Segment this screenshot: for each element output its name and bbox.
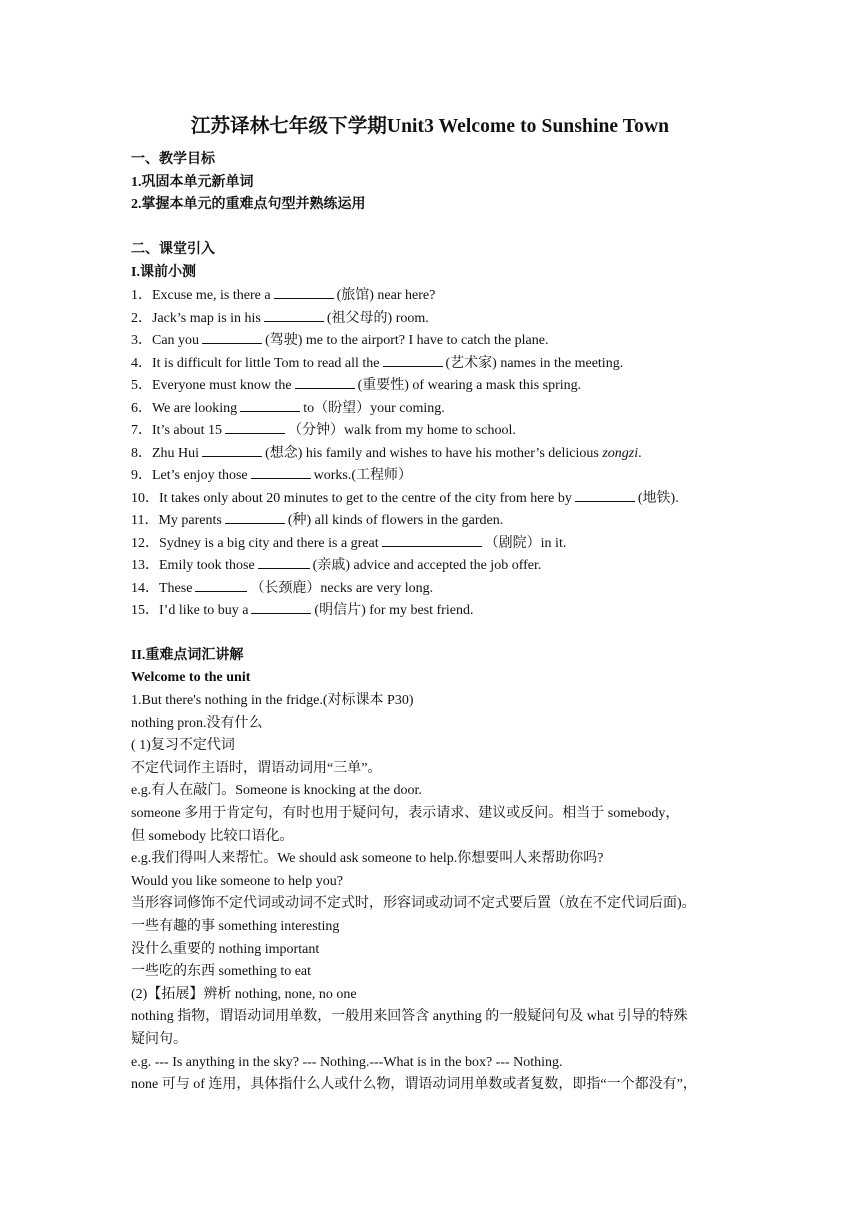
quiz-item-text: 5．Everyone must know the xyxy=(131,378,292,393)
page-title: 江苏译林七年级下学期Unit3 Welcome to Sunshine Town xyxy=(190,116,670,137)
answer-blank[interactable] xyxy=(225,510,285,524)
answer-blank[interactable] xyxy=(295,375,355,389)
subsection-quiz: I.课前小测 xyxy=(131,265,196,280)
answer-blank[interactable] xyxy=(202,443,262,457)
body-line: none 可与 of 连用，具体指什么人或什么物，谓语动词用单数或者复数，即指“一个都没有”， xyxy=(131,1077,697,1093)
quiz-item-text: 3．Can you xyxy=(131,333,200,348)
subsection-welcome: Welcome to the unit xyxy=(131,670,251,685)
quiz-item-emphasis: zongzi xyxy=(598,445,639,461)
quiz-item-hint: (种) all kinds of flowers in the garden. xyxy=(287,513,504,528)
quiz-item xyxy=(131,398,740,420)
body-line: e.g.有人在敲门。Someone is knocking at the door. xyxy=(131,783,422,799)
quiz-item-hint: (祖父母的) room. xyxy=(326,310,429,326)
quiz-item-hint: (驾驶) me to the airport? I have to catch the plane. xyxy=(265,333,549,348)
quiz-item-tail: . xyxy=(638,445,642,461)
body-line: someone 多用于肯定句，有时也用于疑问句，表示请求、建议或反问。相当于 somebody， xyxy=(131,806,680,821)
body-line: 没什么重要的 nothing important xyxy=(131,941,320,957)
section-heading-intro: 二、课堂引入 xyxy=(131,242,215,257)
quiz-item xyxy=(131,308,740,330)
quiz-item xyxy=(131,330,740,352)
body-line: Would you like someone to help you? xyxy=(131,873,343,889)
quiz-item-text: 13．Emily took those xyxy=(131,558,255,573)
answer-blank[interactable] xyxy=(383,353,443,367)
quiz-item-hint: （分钟）walk from my home to school. xyxy=(288,423,516,438)
quiz-item-text: 4．It is difficult for little Tom to read all the xyxy=(131,355,380,371)
quiz-item-hint: (想念) his family and wishes to have his mother’s delicious xyxy=(265,445,599,461)
quiz-item-hint: to（盼望）your coming. xyxy=(303,400,445,416)
quiz-item-hint: (艺术家) names in the meeting. xyxy=(445,355,624,371)
body-line: e.g.我们得叫人来帮忙。We should ask someone to help.你想要叫人来帮助你吗? xyxy=(131,851,604,867)
quiz-item-text: 9．Let’s enjoy those xyxy=(131,468,248,483)
body-line: 1.But there's nothing in the fridge.(对标课本 P30) xyxy=(131,693,414,708)
quiz-item xyxy=(131,510,740,532)
answer-blank[interactable] xyxy=(202,330,262,344)
body-line: nothing pron.没有什么 xyxy=(131,715,263,731)
section-heading-goals: 一、教学目标 xyxy=(131,152,215,167)
quiz-item-hint: works.(工程师） xyxy=(313,468,413,483)
quiz-item-text: 14．These xyxy=(131,580,193,596)
quiz-item-hint: (地铁). xyxy=(637,490,679,506)
subsection-vocab: II.重难点词汇讲解 xyxy=(131,648,244,663)
quiz-item-hint: (重要性) of wearing a mask this spring. xyxy=(357,378,582,393)
body-line: (2)【拓展】辨析 nothing, none, no one xyxy=(131,986,357,1002)
quiz-item-hint: (旅馆) near here? xyxy=(336,288,436,303)
quiz-item-text: 1．Excuse me, is there a xyxy=(131,288,271,303)
answer-blank[interactable] xyxy=(382,533,482,547)
quiz-item-text: 8．Zhu Hui xyxy=(131,445,200,461)
quiz-item xyxy=(131,488,740,510)
quiz-item xyxy=(131,443,740,465)
answer-blank[interactable] xyxy=(251,600,311,614)
answer-blank[interactable] xyxy=(240,398,300,412)
quiz-item-hint: (明信片) for my best friend. xyxy=(314,603,474,618)
body-line: nothing 指物，谓语动词用单数，一般用来回答含 anything 的一般疑问句及 what 引导的特殊 xyxy=(131,1009,688,1025)
answer-blank[interactable] xyxy=(195,578,247,592)
goal-item-2: 2.掌握本单元的重难点句型并熟练运用 xyxy=(131,197,366,212)
body-line: 一些吃的东西 something to eat xyxy=(131,964,312,980)
quiz-item xyxy=(131,285,740,307)
answer-blank[interactable] xyxy=(251,465,311,479)
quiz-item-text: 7．It’s about 15 xyxy=(131,423,222,438)
body-line: 疑问句。 xyxy=(131,1032,187,1047)
quiz-item xyxy=(131,600,740,622)
quiz-item xyxy=(131,465,740,487)
quiz-item-hint: (亲戚) advice and accepted the job offer. xyxy=(312,558,542,573)
quiz-item-text: 10．It takes only about 20 minutes to get to the centre of the city from here by xyxy=(131,490,572,506)
quiz-item-hint: （剧院）in it. xyxy=(484,535,567,551)
answer-blank[interactable] xyxy=(575,488,635,502)
body-line: 当形容词修饰不定代词或动词不定式时，形容词或动词不定式要后置（放在不定代词后面)。 xyxy=(131,896,696,912)
body-line: ( 1)复习不定代词 xyxy=(131,738,235,754)
quiz-item xyxy=(131,533,740,555)
body-line: e.g. --- Is anything in the sky? --- Nothing.---What is in the box? --- Nothing. xyxy=(131,1054,563,1070)
quiz-item xyxy=(131,578,740,600)
answer-blank[interactable] xyxy=(258,555,310,569)
body-line: 一些有趣的事 something interesting xyxy=(131,919,340,934)
quiz-item xyxy=(131,555,740,577)
quiz-item xyxy=(131,353,740,375)
quiz-item-text: 2．Jack’s map is in his xyxy=(131,310,261,326)
quiz-item xyxy=(131,420,740,442)
quiz-item-text: 12．Sydney is a big city and there is a great xyxy=(131,535,379,551)
quiz-item-text: 6．We are looking xyxy=(131,400,238,416)
quiz-item xyxy=(131,375,740,397)
answer-blank[interactable] xyxy=(225,420,285,434)
quiz-item-text: 11．My parents xyxy=(131,513,222,528)
body-line: 但 somebody 比较口语化。 xyxy=(131,828,294,844)
body-line: 不定代词作主语时，谓语动词用“三单”。 xyxy=(131,760,382,776)
answer-blank[interactable] xyxy=(274,285,334,299)
goal-item-1: 1.巩固本单元新单词 xyxy=(131,175,254,190)
quiz-item-hint: （长颈鹿）necks are very long. xyxy=(250,580,434,596)
quiz-item-text: 15．I’d like to buy a xyxy=(131,603,249,618)
answer-blank[interactable] xyxy=(264,308,324,322)
